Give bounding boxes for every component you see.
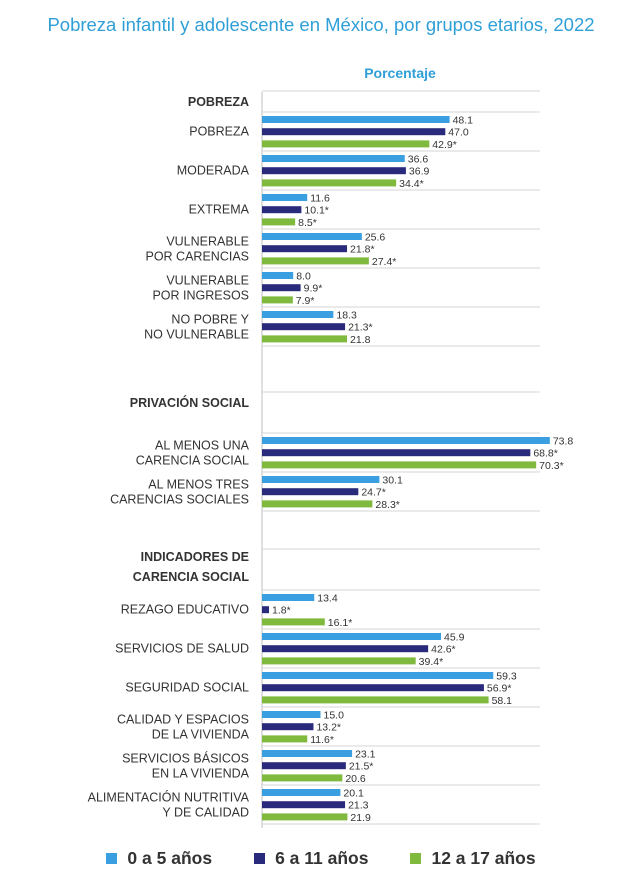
- value-label-s1-2-1: 42.6*: [431, 643, 456, 656]
- bar-s1-2-5: [262, 801, 345, 808]
- section-title-0-0: POBREZA: [187, 95, 249, 109]
- bar-s1-1-1: [262, 488, 358, 495]
- category-label-2-4-1: EN LA VIVIENDA: [151, 766, 249, 781]
- value-label-s1-2-2: 56.9*: [486, 682, 512, 695]
- value-label-s1-0-0: 47.0: [448, 126, 469, 139]
- category-label-0-5-0: NO POBRE Y: [171, 312, 249, 327]
- value-label-s1-0-3: 21.8*: [350, 243, 375, 256]
- bar-s2-2-2: [262, 696, 489, 703]
- value-label-s2-0-5: 21.8: [350, 333, 371, 346]
- value-label-s2-0-3: 27.4*: [371, 255, 397, 268]
- bar-s1-0-1: [262, 167, 406, 174]
- value-label-s2-2-4: 20.6: [345, 772, 366, 785]
- value-label-s2-2-2: 58.1: [491, 694, 513, 707]
- value-label-s2-2-5: 21.9: [350, 811, 371, 824]
- value-label-s0-0-4: 8.0: [296, 270, 311, 283]
- bar-s0-2-5: [262, 789, 340, 796]
- bar-s0-0-1: [262, 155, 405, 162]
- bar-s1-1-0: [262, 449, 530, 456]
- bar-s2-2-5: [262, 813, 347, 820]
- bar-s2-1-0: [262, 461, 536, 468]
- legend: [0, 848, 642, 869]
- legend-item-0-5[interactable]: [106, 848, 212, 869]
- value-label-s2-2-0: 16.1*: [327, 616, 353, 629]
- bar-s1-2-4: [262, 762, 346, 769]
- section-title-2-0: INDICADORES DE: [140, 550, 249, 564]
- bar-s0-0-4: [262, 272, 293, 279]
- value-label-s1-0-5: 21.3*: [348, 321, 373, 334]
- bar-s2-0-5: [262, 335, 347, 342]
- category-label-2-5-0: ALIMENTACIÓN NUTRITIVA: [87, 790, 249, 805]
- bar-s0-0-2: [262, 194, 307, 201]
- legend-label-6-11: 6 a 11 años: [275, 848, 369, 868]
- category-label-0-0-0: POBREZA: [189, 124, 249, 139]
- chart-title: Pobreza infantil y adolescente en México, por grupos etarios, 2022: [47, 14, 595, 35]
- bar-s1-0-3: [262, 245, 347, 252]
- value-label-s0-0-5: 18.3: [336, 309, 357, 322]
- bar-s0-2-0: [262, 594, 314, 601]
- value-label-s2-0-0: 42.9*: [432, 138, 457, 151]
- value-label-s0-2-0: 13.4: [317, 592, 338, 605]
- value-label-s2-0-4: 7.9*: [295, 294, 315, 307]
- value-label-s1-0-1: 36.9: [408, 165, 430, 178]
- value-label-s2-1-1: 28.3*: [375, 498, 400, 511]
- bar-s2-2-4: [262, 774, 342, 781]
- bar-s1-0-5: [262, 323, 345, 330]
- category-label-0-5-1: NO VULNERABLE: [144, 327, 249, 342]
- value-label-s2-0-1: 34.4*: [399, 177, 424, 190]
- bar-s1-0-4: [262, 284, 301, 291]
- value-label-s0-2-4: 23.1: [355, 748, 376, 761]
- category-label-1-0-1: CARENCIA SOCIAL: [135, 453, 249, 468]
- bar-s2-0-0: [262, 140, 429, 147]
- category-label-0-4-0: VULNERABLE: [166, 273, 249, 288]
- bar-s1-2-0: [262, 606, 269, 613]
- value-label-s1-1-0: 68.8*: [533, 447, 558, 460]
- bar-s0-2-2: [262, 672, 493, 679]
- value-label-s1-2-0: 1.8*: [272, 604, 291, 617]
- category-label-1-0-0: AL MENOS UNA: [154, 438, 249, 453]
- value-label-s0-0-3: 25.6: [364, 231, 386, 244]
- bar-s2-0-3: [262, 257, 369, 264]
- bar-s0-2-3: [262, 711, 321, 718]
- bar-s0-0-3: [262, 233, 362, 240]
- legend-swatch-6-11: [254, 853, 265, 864]
- bar-s2-1-1: [262, 500, 372, 507]
- value-label-s2-1-0: 70.3*: [539, 459, 564, 472]
- section-title-2-1: CARENCIA SOCIAL: [132, 570, 249, 584]
- category-label-0-3-1: POR CARENCIAS: [145, 249, 249, 264]
- section-title-1-0: PRIVACIÓN SOCIAL: [129, 396, 249, 410]
- value-label-s0-2-2: 59.3: [496, 670, 517, 683]
- legend-label-0-5: 0 a 5 años: [127, 848, 213, 868]
- legend-label-12-17: 12 a 17 años: [431, 848, 536, 868]
- bar-s2-0-1: [262, 179, 396, 186]
- value-label-s1-2-5: 21.3: [348, 799, 369, 812]
- category-label-2-1-0: SERVICIOS DE SALUD: [115, 641, 249, 656]
- bar-s2-0-4: [262, 296, 293, 303]
- bar-s1-0-2: [262, 206, 301, 213]
- value-label-s0-2-1: 45.9: [444, 631, 465, 644]
- bar-s2-2-1: [262, 657, 416, 664]
- category-label-2-3-0: CALIDAD Y ESPACIOS: [117, 712, 249, 727]
- category-label-0-1-0: MODERADA: [176, 163, 249, 178]
- value-label-s0-1-0: 73.8: [552, 435, 574, 448]
- category-label-2-3-1: DE LA VIVIENDA: [151, 727, 249, 742]
- bar-s2-2-0: [262, 618, 325, 625]
- bar-s0-0-5: [262, 311, 333, 318]
- value-label-s1-2-3: 13.2*: [316, 721, 342, 734]
- bar-s2-0-2: [262, 218, 295, 225]
- bar-s1-2-3: [262, 723, 313, 730]
- value-label-s0-0-1: 36.6: [407, 153, 429, 166]
- category-label-2-0-0: REZAGO EDUCATIVO: [120, 602, 249, 617]
- value-label-s2-2-1: 39.4*: [418, 655, 444, 668]
- legend-item-12-17[interactable]: [410, 848, 535, 869]
- category-label-2-2-0: SEGURIDAD SOCIAL: [125, 680, 249, 695]
- value-label-s0-0-0: 48.1: [452, 114, 474, 127]
- value-label-s2-2-3: 11.6*: [310, 733, 334, 746]
- bar-s1-2-1: [262, 645, 428, 652]
- value-label-s0-0-2: 11.6: [310, 192, 330, 205]
- value-label-s0-2-3: 15.0: [323, 709, 344, 722]
- category-label-0-4-1: POR INGRESOS: [152, 288, 249, 303]
- category-label-1-1-1: CARENCIAS SOCIALES: [110, 492, 249, 507]
- bar-s0-2-1: [262, 633, 441, 640]
- x-axis-label: Porcentaje: [364, 65, 436, 81]
- category-label-2-5-1: Y DE CALIDAD: [162, 805, 249, 820]
- category-label-0-2-0: EXTREMA: [188, 202, 249, 217]
- category-label-2-4-0: SERVICIOS BÁSICOS: [122, 751, 249, 766]
- value-label-s0-2-5: 20.1: [343, 787, 364, 800]
- value-label-s0-1-1: 30.1: [382, 474, 403, 487]
- value-label-s1-2-4: 21.5*: [348, 760, 374, 773]
- value-label-s2-0-2: 8.5*: [298, 216, 317, 229]
- category-label-0-3-0: VULNERABLE: [166, 234, 249, 249]
- bar-s0-1-1: [262, 476, 379, 483]
- value-label-s1-1-1: 24.7*: [361, 486, 386, 499]
- legend-swatch-0-5: [106, 853, 117, 864]
- legend-item-6-11[interactable]: [254, 848, 368, 869]
- legend-swatch-12-17: [410, 853, 421, 864]
- bar-s0-0-0: [262, 116, 450, 123]
- category-label-1-1-0: AL MENOS TRES: [148, 477, 249, 492]
- bar-s0-1-0: [262, 437, 550, 444]
- bar-s0-2-4: [262, 750, 352, 757]
- bar-s2-2-3: [262, 735, 307, 742]
- value-label-s1-0-2: 10.1*: [304, 204, 329, 217]
- value-label-s1-0-4: 9.9*: [303, 282, 323, 295]
- bar-s1-0-0: [262, 128, 445, 135]
- bar-s1-2-2: [262, 684, 484, 691]
